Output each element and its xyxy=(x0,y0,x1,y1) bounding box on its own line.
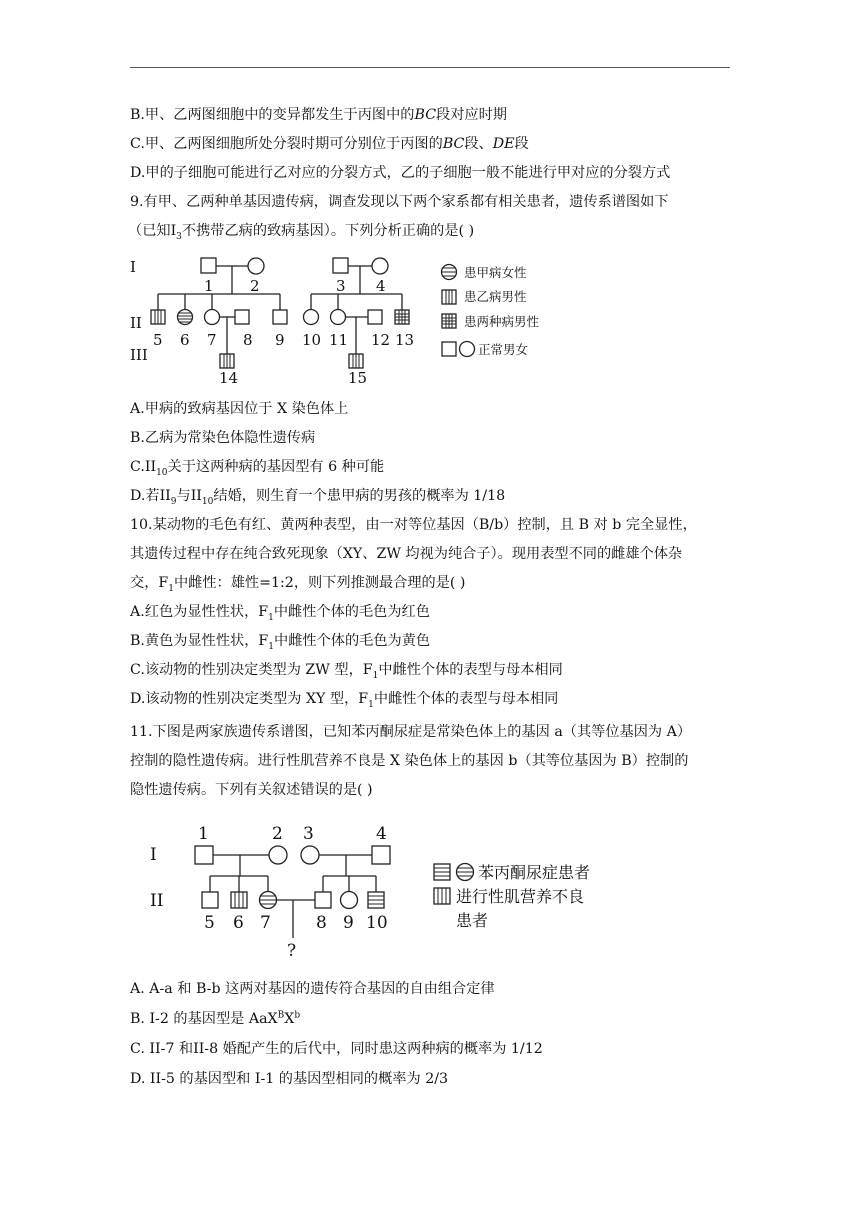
ind-num-1: 1 xyxy=(204,277,214,295)
gen-label-ii: II xyxy=(150,891,164,911)
q11-stem-line3: 隐性遗传病。下列有关叙述错误的是( ) xyxy=(130,782,373,798)
q11-option-b: B. I-2 的基因型是 $AaX^BX^b$ xyxy=(130,1010,301,1027)
q9-option-c: $C.II_{10}$关于这两种病的基因型有 6 种可能 xyxy=(130,459,385,478)
ind-num-10: 10 xyxy=(366,913,388,933)
legend-jia-female: 患甲病女性 xyxy=(464,265,527,280)
legend-pku: 苯丙酮尿症患者 xyxy=(478,863,591,882)
q9-stem-line2: （已知$I_3$不携带乙病的致病基因）。下列分析正确的是( ) xyxy=(128,223,475,242)
offspring-question-mark: ? xyxy=(287,941,297,961)
ind-num-11: 11 xyxy=(329,331,349,349)
ind-num-9: 9 xyxy=(343,913,354,933)
gen-label-iii: III xyxy=(130,346,148,364)
ind-num-15: 15 xyxy=(348,369,368,387)
legend-both-male: 患两种病男性 xyxy=(464,314,540,329)
ind-num-3: 3 xyxy=(336,277,346,295)
q9-option-a: A.甲病的致病基因位于 X 染色体上 xyxy=(130,401,349,417)
q8-option-b: B.甲、乙两图细胞中的变异都发生于丙图中的BC段对应时期 xyxy=(130,107,507,123)
ind-num-9: 9 xyxy=(275,331,285,349)
ind-num-3: 3 xyxy=(303,824,314,844)
q10-option-d: D.该动物的性别决定类型为 XY 型，$F_1$中雌性个体的表型与母本相同 xyxy=(130,691,559,710)
ind-num-7: 7 xyxy=(207,331,217,349)
q9-option-b: B.乙病为常染色体隐性遗传病 xyxy=(130,430,316,446)
ind-num-5: 5 xyxy=(204,913,215,933)
gen-label-i: I xyxy=(150,845,157,865)
ind-num-14: 14 xyxy=(219,369,239,387)
q9-stem-line1: 9.有甲、乙两种单基因遗传病，调查发现以下两个家系都有相关患者，遗传系谱图如下 xyxy=(130,194,669,210)
q11-pedigree-diagram xyxy=(150,820,610,965)
ind-num-8: 8 xyxy=(316,913,327,933)
q11-stem-line2: 控制的隐性遗传病。进行性肌营养不良是 X 染色体上的基因 b（其等位基因为 B）控制的 xyxy=(130,753,689,769)
q11-option-d: D. II-5 的基因型和 I-1 的基因型相同的概率为 2/3 xyxy=(130,1071,449,1087)
q10-option-c: C.该动物的性别决定类型为 ZW 型，$F_1$中雌性个体的表型与母本相同 xyxy=(130,662,563,681)
ind-num-6: 6 xyxy=(233,913,244,933)
header-rule xyxy=(130,67,730,68)
ind-num-6: 6 xyxy=(180,331,190,349)
q10-option-a: A.红色为显性性状，$F_1$中雌性个体的毛色为红色 xyxy=(130,604,430,623)
legend-dmd-line2: 患者 xyxy=(456,911,489,930)
legend-yi-male: 患乙病男性 xyxy=(464,289,527,304)
q10-stem-line2: 其遗传过程中存在纯合致死现象（XY、ZW 均视为纯合子）。现用表型不同的雌雄个体杂 xyxy=(130,546,683,562)
q9-pedigree-diagram xyxy=(130,250,590,390)
ind-num-2: 2 xyxy=(272,824,283,844)
ind-num-5: 5 xyxy=(153,331,163,349)
q8-option-d: D.甲的子细胞可能进行乙对应的分裂方式，乙的子细胞一般不能进行甲对应的分裂方式 xyxy=(130,165,671,181)
q11-option-c: C. II-7 和II-8 婚配产生的后代中，同时患这两种病的概率为 1/12 xyxy=(130,1041,543,1057)
gen-label-ii: II xyxy=(130,314,142,332)
ind-num-7: 7 xyxy=(260,913,271,933)
q9-option-d: D.若$II_9$与$II_{10}$结婚，则生育一个患甲病的男孩的概率为 1/18 xyxy=(130,488,506,507)
legend-normal: 正常男女 xyxy=(478,342,529,357)
ind-num-12: 12 xyxy=(371,331,391,349)
ind-num-1: 1 xyxy=(198,824,209,844)
q10-stem-line1: 10.某动物的毛色有红、黄两种表型，由一对等位基因（B/b）控制，且 B 对 b 完全显性， xyxy=(130,517,697,533)
ind-num-2: 2 xyxy=(250,277,260,295)
ind-num-13: 13 xyxy=(395,331,415,349)
q11-stem-line1: 11.下图是两家族遗传系谱图，已知苯丙酮尿症是常染色体上的基因 a（其等位基因为 A） xyxy=(130,724,692,740)
q11-option-a: A. A-a 和 B-b 这两对基因的遗传符合基因的自由组合定律 xyxy=(130,981,495,997)
q10-stem-line3: 交，$F_1$中雌性：雄性=1:2，则下列推测最合理的是( ) xyxy=(130,575,466,594)
legend-dmd-line1: 进行性肌营养不良 xyxy=(456,887,585,906)
ind-num-10: 10 xyxy=(302,331,322,349)
ind-num-8: 8 xyxy=(243,331,253,349)
ind-num-4: 4 xyxy=(376,277,386,295)
ind-num-4: 4 xyxy=(376,824,387,844)
q10-option-b: B.黄色为显性性状，$F_1$中雌性个体的毛色为黄色 xyxy=(130,633,431,652)
gen-label-i: I xyxy=(130,258,136,276)
q8-option-c: C.甲、乙两图细胞所处分裂时期可分别位于丙图的BC段、DE段 xyxy=(130,136,529,152)
